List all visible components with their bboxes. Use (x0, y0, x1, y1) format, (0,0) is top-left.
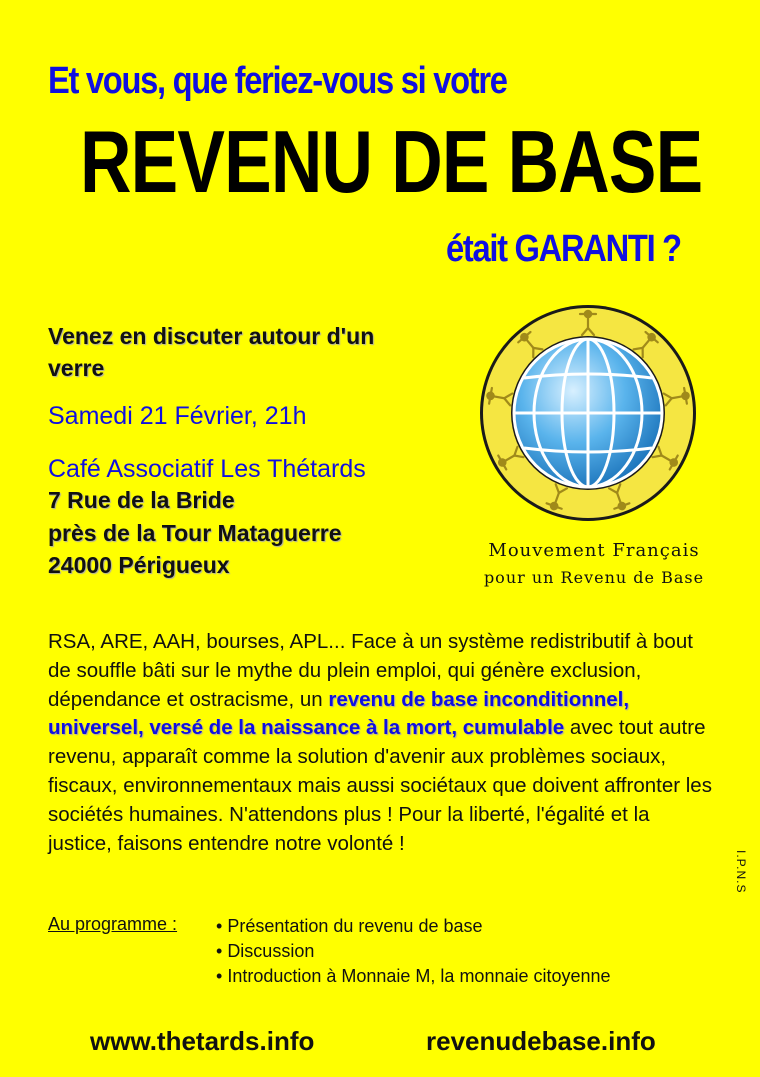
address-line-2: près de la Tour Mataguerre (48, 520, 342, 546)
program-label: Au programme : (48, 914, 178, 934)
program-item: • Discussion (216, 939, 716, 964)
logo-text-line-1: Mouvement Français (488, 540, 700, 561)
headline-main: REVENU DE BASE (80, 112, 703, 211)
address-line-1: 7 Rue de la Bride (48, 487, 235, 513)
footer-link-revenudebase[interactable]: revenudebase.info (426, 1026, 656, 1056)
program-item: • Présentation du revenu de base (216, 914, 716, 939)
headline-top: Et vous, que feriez-vous si votre (48, 60, 507, 102)
program-list (216, 914, 716, 989)
side-note: I.P.N.S (734, 850, 748, 894)
address-line-3: 24000 Périgueux (48, 552, 230, 578)
logo-text-line-2: pour un Revenu de Base (483, 568, 705, 587)
globe-with-people-icon (478, 300, 698, 526)
body-text-part-1: RSA, ARE, AAH, bourses, APL... Face à un système redistributif à bout de souffle bâti sur le mythe du plein emploi, qui génère exclusion, dépendance et ostracisme, un (48, 630, 693, 711)
body-text-highlight: revenu de base inconditionnel, universel, versé de la naissance à la mort, cumulable (48, 687, 630, 740)
program-item: • Introduction à Monnaie M, la monnaie citoyenne (216, 964, 716, 989)
footer-link-thetards[interactable]: www.thetards.info (90, 1026, 315, 1056)
body-text-part-2: avec tout autre revenu, apparaît comme la solution d'avenir aux problèmes sociaux, fiscaux, environnementaux mais aussi sociétaux que doivent affronter les sociétés humaines. N'attendons plus ! Pour la liberté, l'égalité et la justice, faisons entendre notre volonté ! (48, 716, 712, 855)
event-venue: Café Associatif Les Thétards (48, 455, 366, 483)
body-paragraph (48, 628, 718, 858)
headline-bottom: était GARANTI ? (446, 228, 681, 270)
event-date: Samedi 21 Février, 21h (48, 402, 307, 430)
event-invite: Venez en discuter autour d'un verre (48, 323, 375, 382)
